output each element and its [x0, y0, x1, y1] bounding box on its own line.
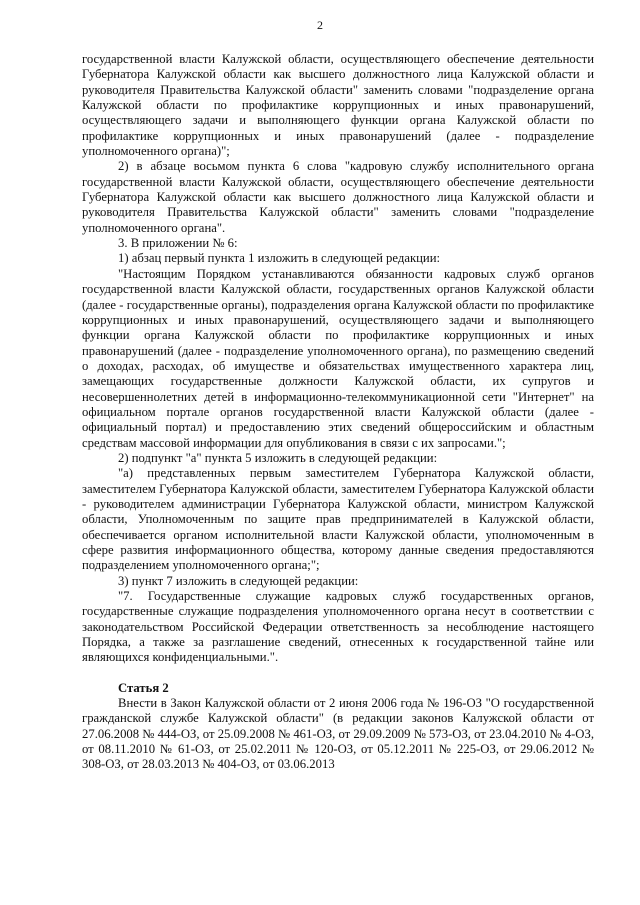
page-number: 2	[317, 18, 323, 32]
paragraph-subitem-1: 1) абзац первый пункта 1 изложить в следующей редакции:	[118, 251, 441, 266]
paragraph-item-2: 2) в абзаце восьмом пункта 6 слова "кадровую службу исполнительного органа государственной власти Калужской области, осуществляющего обеспечение деятельности Губернатора Калужской области как высшего должностного лица Калужской области и руководителя Правительства Калужской области" заменить словами "подразделение уполномоченного органа".	[82, 159, 594, 235]
paragraph-section-3: 3. В приложении № 6:	[118, 236, 238, 251]
paragraph-continuation: государственной власти Калужской области, осуществляющего обеспечение деятельности Губернатора Калужской области как высшего должностного лица Калужской области и руководителя Правительства Калужской области" заменить словами "подразделение органа Калужской области по профилактике коррупционных и иных правонарушений, осуществляющего задачи и выполняющего функции органа Калужской области по профилактике коррупционных и иных правонарушений (далее - подразделение уполномоченного органа)";	[82, 52, 594, 159]
article-heading: Статья 2	[118, 680, 169, 695]
paragraph-quote-2: "а) представленных первым заместителем Губернатора Калужской области, заместителем Губернатора Калужской области, заместителем Губернатора Калужской области - руководителем администрации Губернатора Калужской области, министром Калужской области, Уполномоченным по защите прав предпринимателей в Калужской области, обеспечивается органом исполнительной власти Калужской области, уполномоченным в сфере развития информационного общества, которому данные сведения предоставляются подразделением уполномоченного органа;";	[82, 466, 594, 573]
paragraph-quote-1: "Настоящим Порядком устанавливаются обязанности кадровых служб органов государственной власти Калужской области, государственных органов Калужской области (далее - государственные органы), подразделения органа Калужской области по профилактике коррупционных и иных правонарушений, осуществляющего задачи и выполняющего функции органа Калужской области по профилактике коррупционных и иных правонарушений (далее - подразделение уполномоченного органа), по размещению сведений о доходах, расходах, об имуществе и обязательствах имущественного характера лиц, замещающих государственные должности Калужской области, их супругов и несовершеннолетних детей в информационно-телекоммуникационной сети "Интернет" на официальном портале органов государственной власти Калужской области (далее - официальный портал) и предоставлению этих сведений общероссийским и областным средствам массовой информации для опубликования в связи с их запросами.";	[82, 266, 594, 450]
paragraph-subitem-2: 2) подпункт "а" пункта 5 изложить в следующей редакции:	[118, 450, 438, 465]
paragraph-subitem-3: 3) пункт 7 изложить в следующей редакции:	[118, 573, 359, 588]
document-body	[82, 52, 594, 773]
article-text: Внести в Закон Калужской области от 2 июня 2006 года № 196-ОЗ "О государственной гражданской службе Калужской области" (в редакции законов Калужской области от 27.06.2008 № 444-ОЗ, от 25.09.2008 № 461-ОЗ, от 29.09.2009 № 573-ОЗ, от 23.04.2010 № 4-ОЗ, от 08.11.2010 № 61-ОЗ, от 25.02.2011 № 120-ОЗ, от 05.12.2011 № 225-ОЗ, от 29.06.2012 № 308-ОЗ, от 28.03.2013 № 404-ОЗ, от 03.06.2013	[82, 696, 594, 772]
paragraph-quote-3: "7. Государственные служащие кадровых служб государственных органов, государственные служащие подразделения уполномоченного органа несут в соответствии с законодательством Российской Федерации ответственность за несоблюдение настоящего Порядка, а также за разглашение сведений, отнесенных к государственной тайне или являющихся конфиденциальными.".	[82, 589, 594, 665]
